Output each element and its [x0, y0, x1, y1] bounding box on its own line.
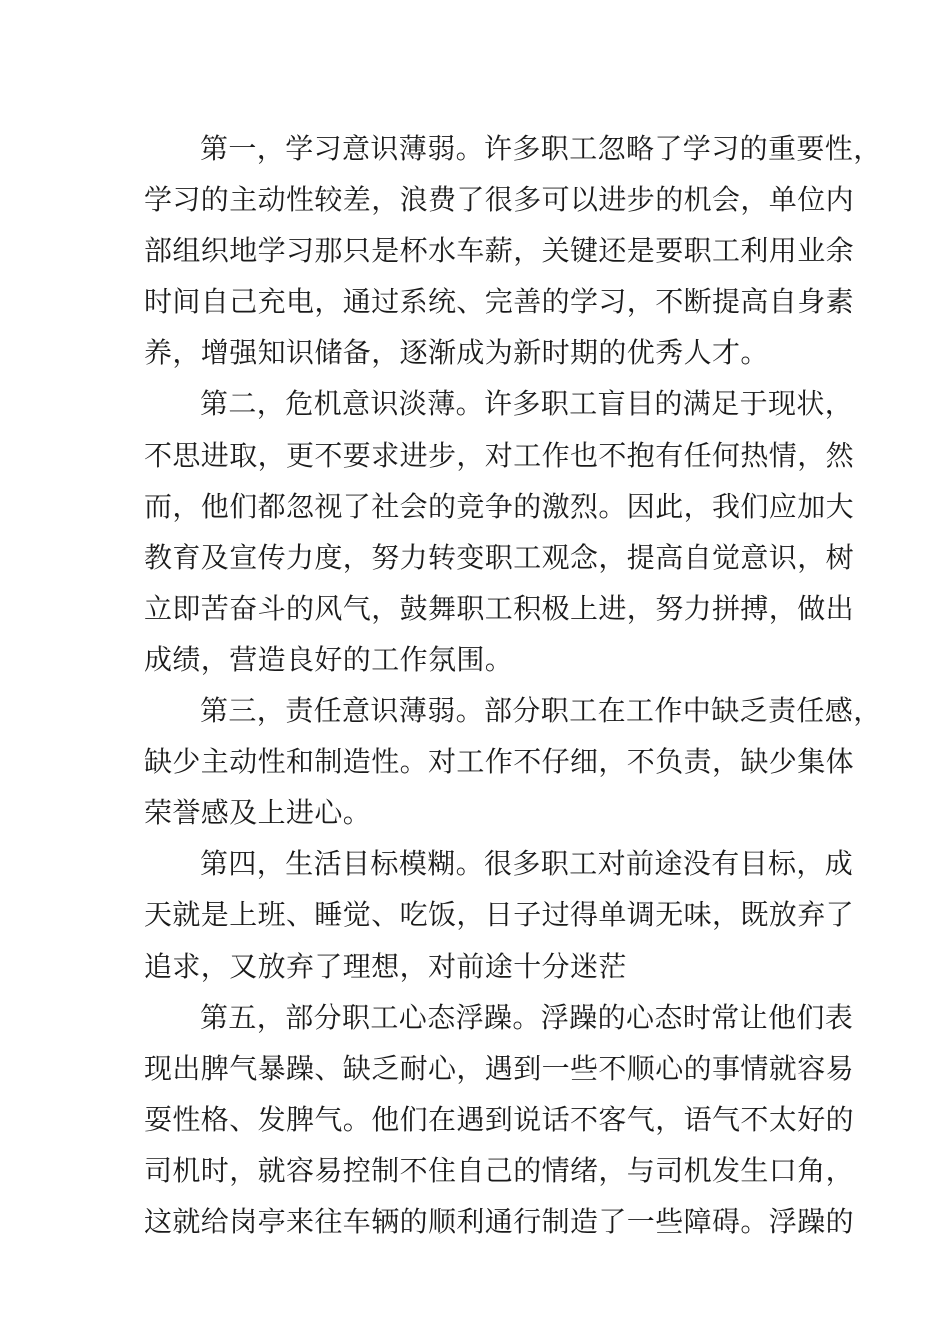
text-line: 天就是上班、睡觉、吃饭，日子过得单调无味，既放弃了: [144, 898, 855, 932]
text-line: 而，他们都忽视了社会的竞争的激烈。因此，我们应加大: [144, 489, 855, 523]
text-line: 这就给岗亭来往车辆的顺利通行制造了一些障碍。浮躁的: [144, 1204, 855, 1238]
text-line: 部组织地学习那只是杯水车薪，关键还是要职工利用业余: [144, 234, 855, 268]
text-line: 成绩，营造良好的工作氛围。: [144, 642, 514, 676]
text-line: 追求，又放弃了理想，对前途十分迷茫: [144, 949, 627, 983]
text-line: 耍性格、发脾气。他们在遇到说话不客气，语气不太好的: [144, 1102, 855, 1136]
text-line: 缺少主动性和制造性。对工作不仔细，不负责，缺少集体: [144, 745, 855, 779]
paragraph-first-line: 第五，部分职工心态浮躁。浮躁的心态时常让他们表: [200, 1000, 854, 1034]
paragraph-first-line: 第三，责任意识薄弱。部分职工在工作中缺乏责任感，: [200, 694, 882, 728]
text-line: 学习的主动性较差，浪费了很多可以进步的机会，单位内: [144, 183, 855, 217]
body-text: [144, 123, 882, 1247]
text-line: 教育及宣传力度，努力转变职工观念，提高自觉意识，树: [144, 540, 855, 574]
paragraph-first-line: 第一，学习意识薄弱。许多职工忽略了学习的重要性，: [200, 132, 882, 165]
paragraph-first-line: 第四，生活目标模糊。很多职工对前途没有目标，成: [200, 847, 854, 881]
text-line: 司机时，就容易控制不住自己的情绪，与司机发生口角，: [144, 1153, 855, 1187]
text-line: 时间自己充电，通过系统、完善的学习，不断提高自身素: [144, 285, 855, 319]
paragraph-first-line: 第二，危机意识淡薄。许多职工盲目的满足于现状，: [200, 387, 854, 421]
text-line: 荣誉感及上进心。: [144, 796, 372, 830]
text-line: 现出脾气暴躁、缺乏耐心，遇到一些不顺心的事情就容易: [144, 1051, 855, 1085]
text-line: 养，增强知识储备，逐渐成为新时期的优秀人才。: [144, 336, 769, 370]
text-line: 立即苦奋斗的风气，鼓舞职工积极上进，努力拼搏，做出: [144, 591, 855, 625]
text-line: 不思进取，更不要求进步，对工作也不抱有任何热情，然: [144, 438, 855, 472]
